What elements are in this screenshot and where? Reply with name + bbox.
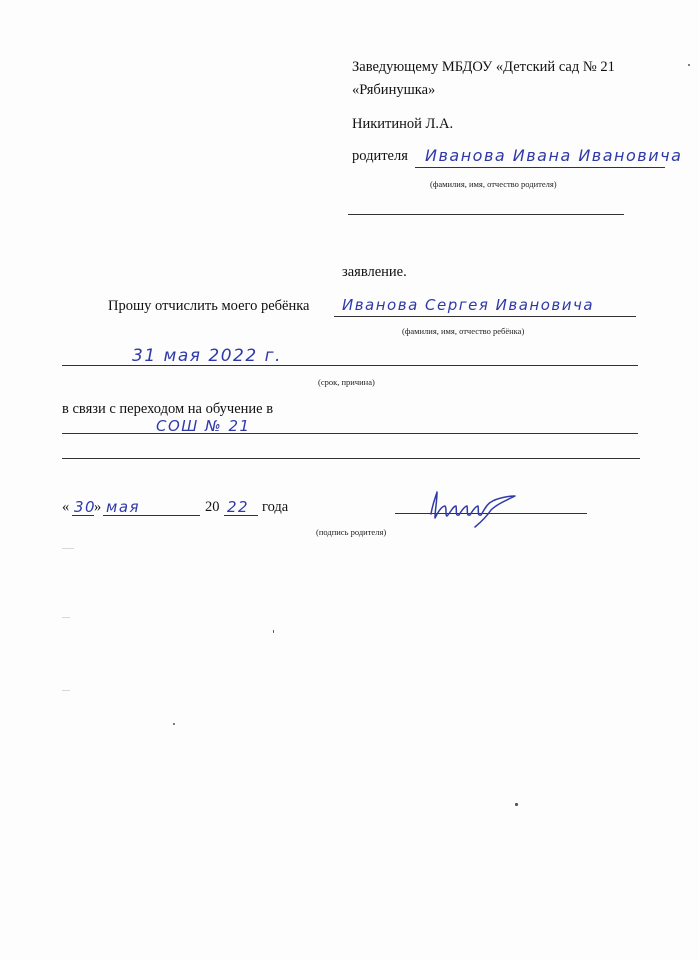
- parent-name-hint: (фамилия, имя, отчество родителя): [430, 179, 557, 189]
- scan-speck: [688, 64, 690, 66]
- document-title: заявление.: [342, 264, 407, 280]
- reason-line-2: [62, 458, 640, 459]
- scan-mark: [62, 548, 74, 549]
- date-close-quote: »: [94, 499, 102, 515]
- header-extra-line: [348, 214, 624, 215]
- parent-label: родителя: [352, 148, 408, 164]
- reason-label: в связи с переходом на обучение в: [62, 401, 274, 417]
- date-month-handwritten: мая: [106, 498, 141, 516]
- addressee-line-2: «Рябинушка»: [352, 82, 436, 98]
- term-hint: (срок, причина): [318, 377, 375, 387]
- child-name-handwritten: Иванова Сергея Ивановича: [342, 296, 595, 314]
- date-month-line: [103, 515, 200, 516]
- scan-mark: [62, 617, 70, 618]
- parent-name-handwritten: Иванова Ивана Ивановича: [425, 146, 683, 165]
- child-name-hint: (фамилия, имя, отчество ребёнка): [402, 326, 525, 336]
- addressee-line-1: Заведующему МБДОУ «Детский сад № 21: [352, 59, 615, 75]
- date-open-quote: «: [62, 499, 70, 515]
- term-line: [62, 365, 638, 366]
- term-handwritten: 31 мая 2022 г.: [132, 346, 282, 366]
- date-year-word: года: [262, 499, 289, 515]
- addressee-name: Никитиной Л.А.: [352, 116, 454, 132]
- date-year-handwritten: 22: [227, 498, 250, 516]
- parent-name-line: [415, 167, 665, 168]
- date-day-handwritten: 30: [74, 498, 97, 516]
- scan-speck: [273, 630, 274, 633]
- reason-line-1: [62, 433, 638, 434]
- scan-speck: [173, 723, 175, 725]
- date-year-line: [224, 515, 258, 516]
- date-year-prefix: 20: [205, 499, 220, 515]
- scan-speck: [515, 803, 518, 806]
- school-handwritten: СОШ № 21: [156, 417, 251, 435]
- signature-hint: (подпись родителя): [316, 527, 387, 537]
- scan-mark: [62, 690, 70, 691]
- parent-signature: [425, 488, 520, 530]
- date-day-line: [72, 515, 94, 516]
- child-name-line: [334, 316, 636, 317]
- request-label: Прошу отчислить моего ребёнка: [108, 298, 310, 314]
